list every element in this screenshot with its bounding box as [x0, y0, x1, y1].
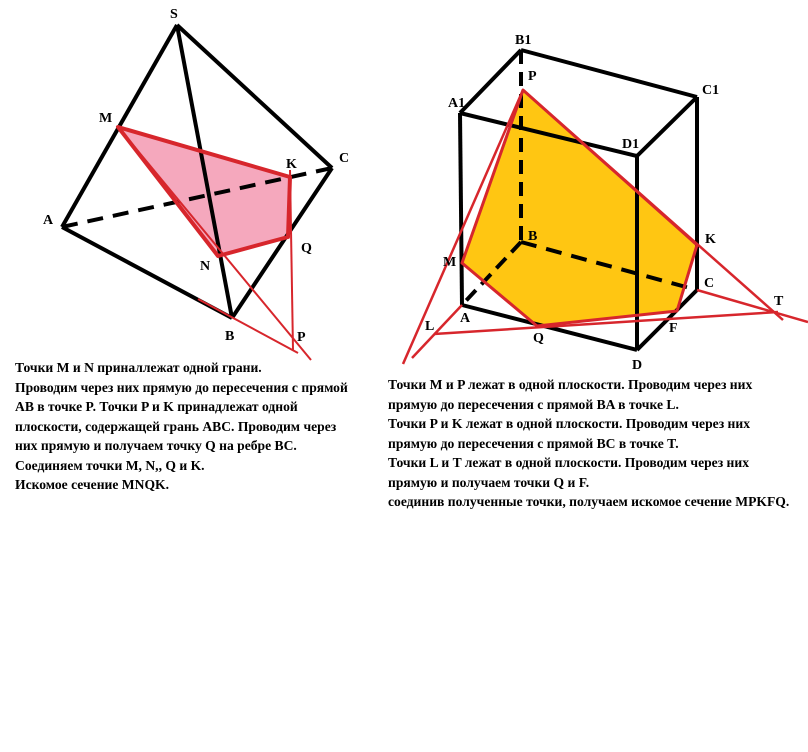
label-S: S [170, 7, 178, 22]
edge-AA1 [460, 113, 462, 305]
label-B: B [225, 329, 235, 344]
label-F: F [669, 321, 678, 336]
label-Q: Q [533, 331, 544, 346]
pyramid-diagram [43, 7, 349, 360]
label-K: K [705, 232, 716, 247]
label-N: N [200, 259, 211, 274]
label-L: L [425, 319, 435, 334]
prism-solution-text: Точки M и P лежат в одной плоскости. Проводим через них прямую до пересечения с прямой BA в точке L. Точки P и K лежат в одной плоскости. Проводим через них прямую до пересечения с прямой BC в точке T. Точки L и T лежат в одной плоскости. Проводим через них прямую и получаем точки Q и F. соединив полученные точки, получаем искомое сечение MPKFQ. [388, 377, 790, 509]
label-Q: Q [301, 241, 312, 256]
label-B1: B1 [515, 33, 532, 48]
label-D: D [632, 358, 643, 373]
label-T: T [774, 294, 784, 309]
section-MPKFQ [462, 90, 697, 326]
label-A: A [460, 311, 471, 326]
label-M: M [443, 255, 457, 270]
edge-A1B1 [460, 50, 521, 113]
label-A1: A1 [448, 96, 466, 111]
label-P: P [297, 330, 306, 345]
edge-B1C1 [521, 50, 697, 97]
edge-C1D1 [637, 97, 697, 156]
label-A: A [43, 213, 54, 228]
label-D1: D1 [622, 137, 640, 152]
label-K: K [286, 157, 297, 172]
pyramid-solution-text: Точки M и N приналлежат одной грани. Проводим через них прямую до пересечения с прямой AB в точке P. Точки P и K принадлежат одной плоскости, содержащей грань ABC. Проводим через них прямую и получаем точку Q на ребре BC. Соединяем точки M, N,, Q и K. Искомое сечение MNQK. [15, 360, 348, 492]
label-B: B [528, 229, 538, 244]
label-C: C [339, 151, 350, 166]
label-M: M [99, 111, 113, 126]
prism-diagram [403, 33, 808, 373]
label-C1: C1 [702, 83, 720, 98]
label-P: P [528, 69, 537, 84]
label-C: C [704, 276, 715, 291]
